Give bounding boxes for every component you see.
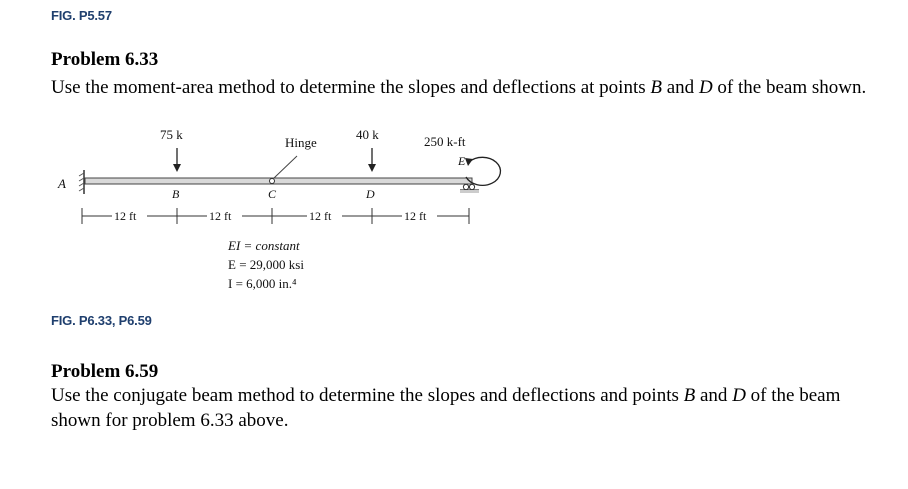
label-c: C [268,187,277,201]
dimension-cd: 12 ft [309,209,332,223]
hinge-leader-line [274,156,297,178]
problem-6-33-point-b: B [650,77,662,98]
inertia-text: I = 6,000 in.⁴ [228,276,297,291]
load-75k-arrow [173,148,181,172]
beam [85,178,472,184]
load-75k-label: 75 k [160,127,183,142]
problem-6-33-point-d: D [698,77,713,98]
problem-6-59-text-part1: Use the conjugate beam method to determine the slopes and deflections and points [51,385,684,406]
dimension-ab: 12 ft [114,209,137,223]
figure-caption: FIG. P6.33, P6.59 [51,313,152,328]
problem-6-33-text-part2: of the beam shown. [712,77,867,98]
fixed-support-a [79,170,84,194]
moment-250-label: 250 k-ft [424,134,466,149]
problem-6-33-title: Problem 6.33 [51,49,159,70]
ei-constant-text: EI = constant [228,238,300,253]
label-e: E [458,154,466,168]
problem-6-59-text-and: and [695,385,733,406]
top-figure-label: FIG. P5.57 [51,8,112,23]
problem-6-59-point-d: D [732,385,746,406]
dimension-bc: 12 ft [209,209,232,223]
label-a: A [58,176,66,191]
problem-6-59-text [51,383,881,433]
modulus-text: E = 29,000 ksi [228,257,304,272]
label-d: D [366,187,375,201]
hinge-label: Hinge [285,135,317,150]
hinge-c [270,179,275,184]
problem-6-33-text-part1: Use the moment-area method to determine the slopes and deflections at points [51,77,651,98]
problem-6-33-text-and: and [662,77,699,98]
problem-6-59-point-b: B [683,385,696,406]
problem-6-59-text-part2: of the beam shown for problem 6.33 above. [51,385,841,431]
load-40k-arrow [368,148,376,172]
roller-support-e [460,184,479,193]
problem-6-59-title: Problem 6.59 [51,361,159,382]
dimension-de: 12 ft [404,209,427,223]
load-40k-label: 40 k [356,127,379,142]
label-b: B [172,187,180,201]
moment-250-arc [465,157,500,185]
